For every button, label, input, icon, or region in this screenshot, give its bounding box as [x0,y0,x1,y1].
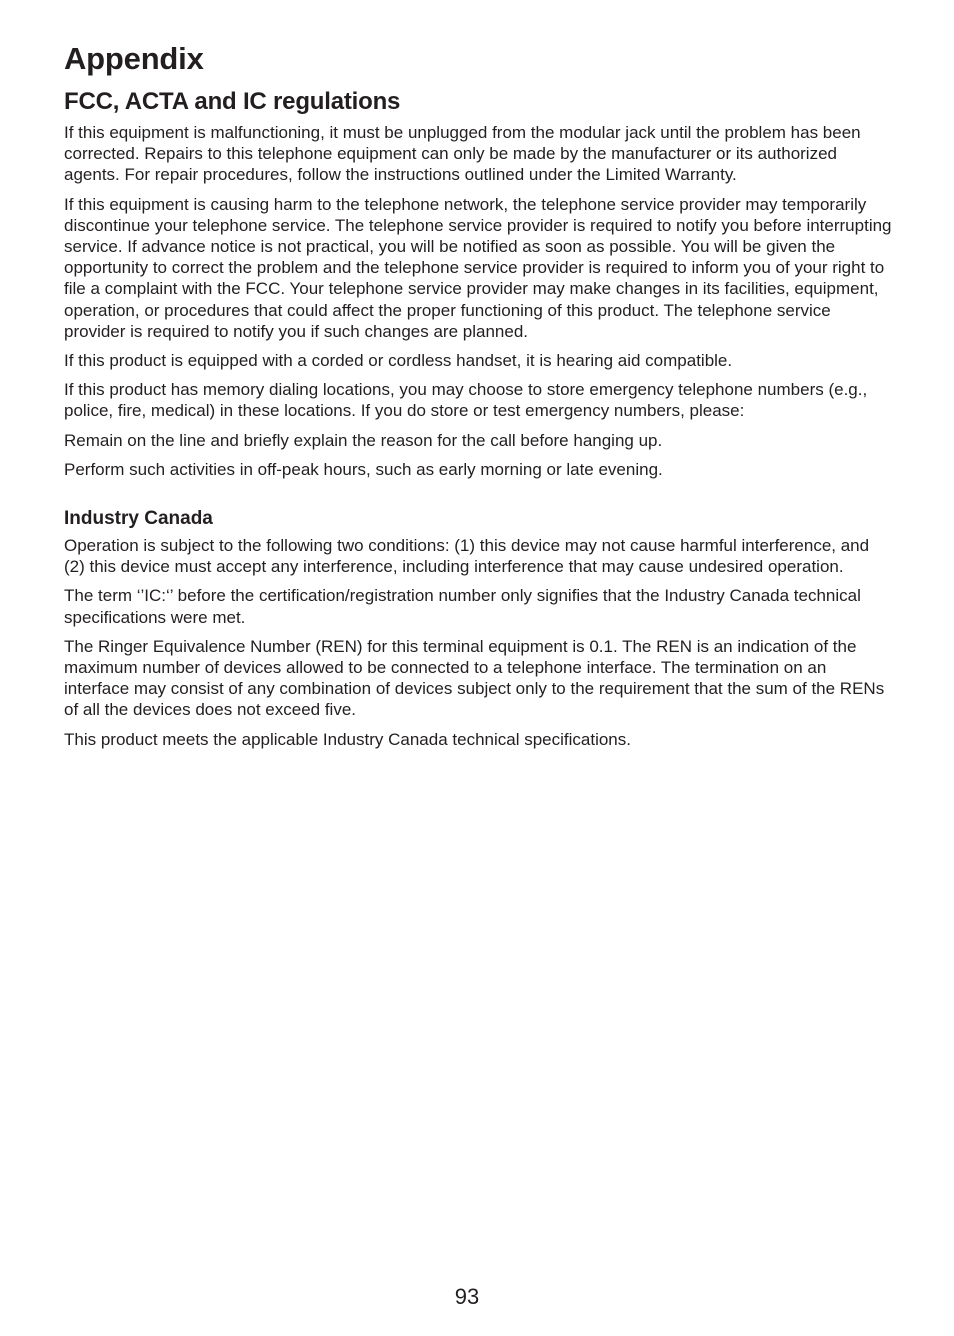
page-number: 93 [454,1284,480,1309]
document-page [64,40,894,758]
page-title: Appendix [64,41,204,76]
paragraph: The term ‘’IC:‘’ before the certification/registration number only signifies that the Industry Canada technical specifications were met. [64,586,861,627]
paragraph: If this product is equipped with a corded or cordless handset, it is hearing aid compatible. [64,351,733,371]
paragraph: If this product has memory dialing locations, you may choose to store emergency telephone numbers (e.g., police, fire, medical) in these locations. If you do store or test emergency numbers, please: [64,380,868,421]
paragraph: If this equipment is causing harm to the telephone network, the telephone service provider may temporarily discontinue your telephone service. The telephone service provider is required to notify you before interrupting service. If advance notice is not practical, you will be notified as soon as possible. You will be given the opportunity to correct the problem and the telephone service provider is required to inform you of your right to file a complaint with the FCC. Your telephone service provider may make changes in its facilities, equipment, operation, or procedures that could affect the proper functioning of this product. The telephone service provider is required to notify you if such changes are planned. [64,194,892,341]
paragraph: Perform such activities in off-peak hours, such as early morning or late evening. [64,459,663,479]
section-heading: FCC, ACTA and IC regulations [64,88,401,115]
paragraph: If this equipment is malfunctioning, it must be unplugged from the modular jack until the problem has been corrected. Repairs to this telephone equipment can only be made by the manufacturer or its authorized agents. For repair procedures, follow the instructions outlined under the Limited Warranty. [64,123,861,185]
paragraph: Operation is subject to the following two conditions: (1) this device may not cause harmful interference, and (2) this device must accept any interference, including interference that may cause undesired operation. [64,536,870,577]
paragraph: Remain on the line and briefly explain the reason for the call before hanging up. [64,430,663,450]
industry-canada-section [64,535,894,750]
subsection-heading: Industry Canada [64,508,213,530]
paragraph: This product meets the applicable Industry Canada technical specifications. [64,729,631,749]
paragraph: The Ringer Equivalence Number (REN) for this terminal equipment is 0.1. The REN is an indication of the maximum number of devices allowed to be connected to a telephone interface. The termination on an interface may consist of any combination of devices subject only to the requirement that the sum of the RENs of all the devices does not exceed five. [64,636,885,720]
fcc-section [64,122,894,480]
